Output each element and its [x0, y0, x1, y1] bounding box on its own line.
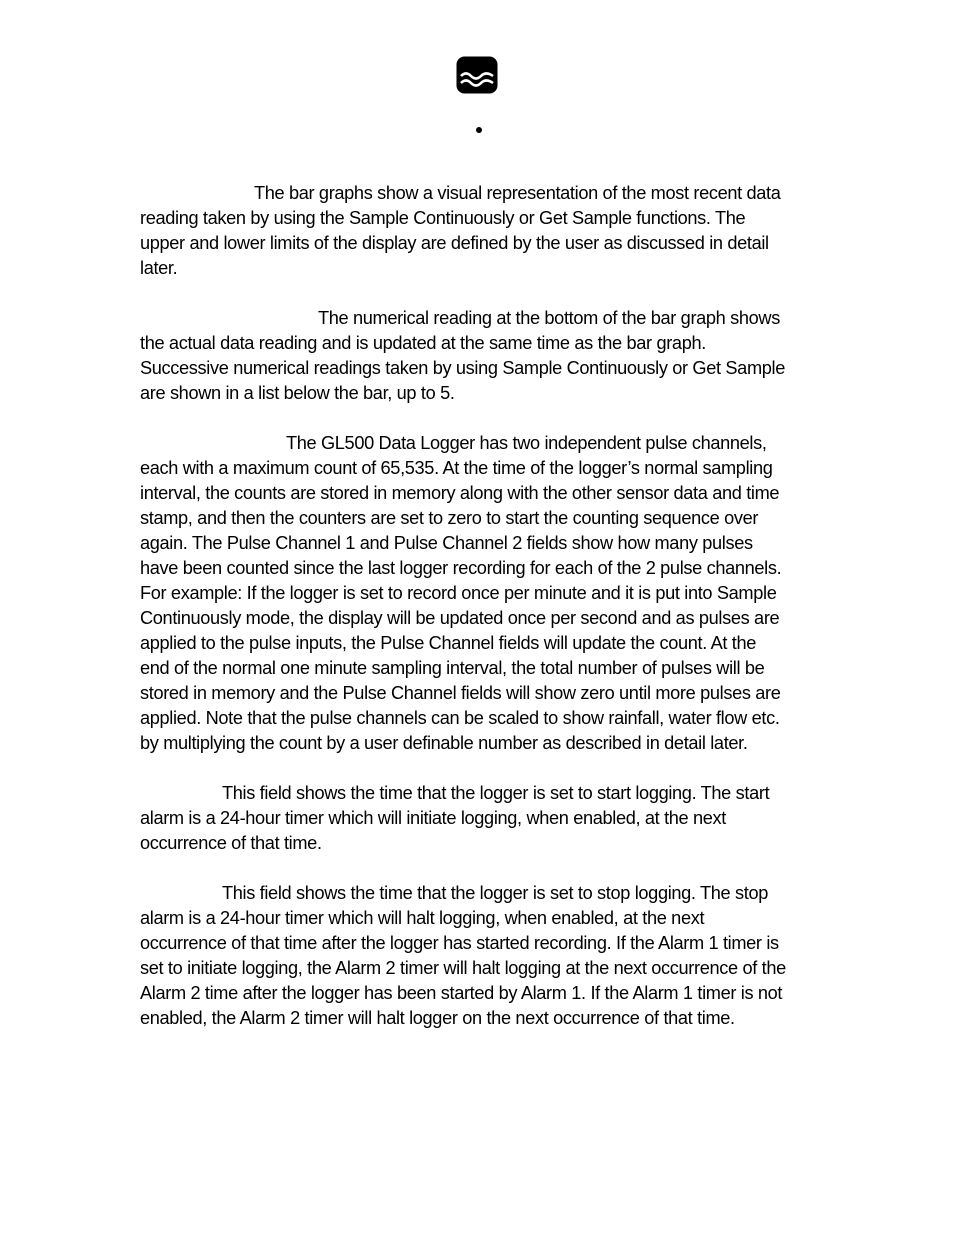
- text-line: alarm is a 24-hour timer which will halt logging, when enabled, at the next: [140, 908, 705, 928]
- paragraph-pulse-channels: [140, 431, 820, 756]
- paragraph-alarm-1: [140, 781, 820, 856]
- text-line: stored in memory and the Pulse Channel fields will show zero until more pulses are: [140, 683, 781, 703]
- text-line: alarm is a 24-hour timer which will initiate logging, when enabled, at the next: [140, 808, 727, 828]
- text-line: reading taken by using the Sample Continuously or Get Sample functions. The: [140, 208, 746, 228]
- text-line: stamp, and then the counters are set to zero to start the counting sequence over: [140, 508, 759, 528]
- text-line: occurrence of that time after the logger has started recording. If the Alarm 1 timer is: [140, 933, 779, 953]
- text-line: each with a maximum count of 65,535. At the time of the logger’s normal sampling: [140, 458, 773, 478]
- text-line: Successive numerical readings taken by using Sample Continuously or Get Sample: [140, 358, 785, 378]
- text-line: later.: [140, 258, 178, 278]
- text-line: The numerical reading at the bottom of the bar graph shows: [318, 308, 780, 328]
- text-line: applied. Note that the pulse channels can be scaled to show rainfall, water flow etc.: [140, 708, 780, 728]
- water-waves-logo-icon: [456, 56, 498, 94]
- text-line: The bar graphs show a visual representation of the most recent data: [254, 183, 781, 203]
- text-line: This field shows the time that the logger is set to stop logging. The stop: [222, 883, 768, 903]
- bullet-dot: [476, 127, 482, 133]
- text-line: The GL500 Data Logger has two independent pulse channels,: [286, 433, 767, 453]
- text-line: again. The Pulse Channel 1 and Pulse Channel 2 fields show how many pulses: [140, 533, 753, 553]
- paragraph-numerical-reading: [140, 306, 820, 406]
- text-line: have been counted since the last logger recording for each of the 2 pulse channels.: [140, 558, 782, 578]
- paragraph-bar-graph: [140, 181, 820, 281]
- text-line: enabled, the Alarm 2 timer will halt logger on the next occurrence of that time.: [140, 1008, 735, 1028]
- document-body: [140, 181, 820, 1056]
- text-line: occurrence of that time.: [140, 833, 322, 853]
- text-line: This field shows the time that the logger is set to start logging. The start: [222, 783, 770, 803]
- text-line: Alarm 2 time after the logger has been started by Alarm 1. If the Alarm 1 timer is not: [140, 983, 783, 1003]
- text-line: the actual data reading and is updated at the same time as the bar graph.: [140, 333, 706, 353]
- text-line: are shown in a list below the bar, up to 5.: [140, 383, 455, 403]
- paragraph-alarm-2: [140, 881, 820, 1031]
- text-line: For example: If the logger is set to record once per minute and it is put into Sample: [140, 583, 777, 603]
- text-line: Continuously mode, the display will be updated once per second and as pulses are: [140, 608, 780, 628]
- text-line: set to initiate logging, the Alarm 2 timer will halt logging at the next occurrence of the: [140, 958, 786, 978]
- text-line: end of the normal one minute sampling interval, the total number of pulses will be: [140, 658, 765, 678]
- text-line: applied to the pulse inputs, the Pulse Channel fields will update the count. At the: [140, 633, 757, 653]
- text-line: interval, the counts are stored in memory along with the other sensor data and time: [140, 483, 780, 503]
- text-line: by multiplying the count by a user definable number as described in detail later.: [140, 733, 748, 753]
- text-line: upper and lower limits of the display are defined by the user as discussed in detail: [140, 233, 769, 253]
